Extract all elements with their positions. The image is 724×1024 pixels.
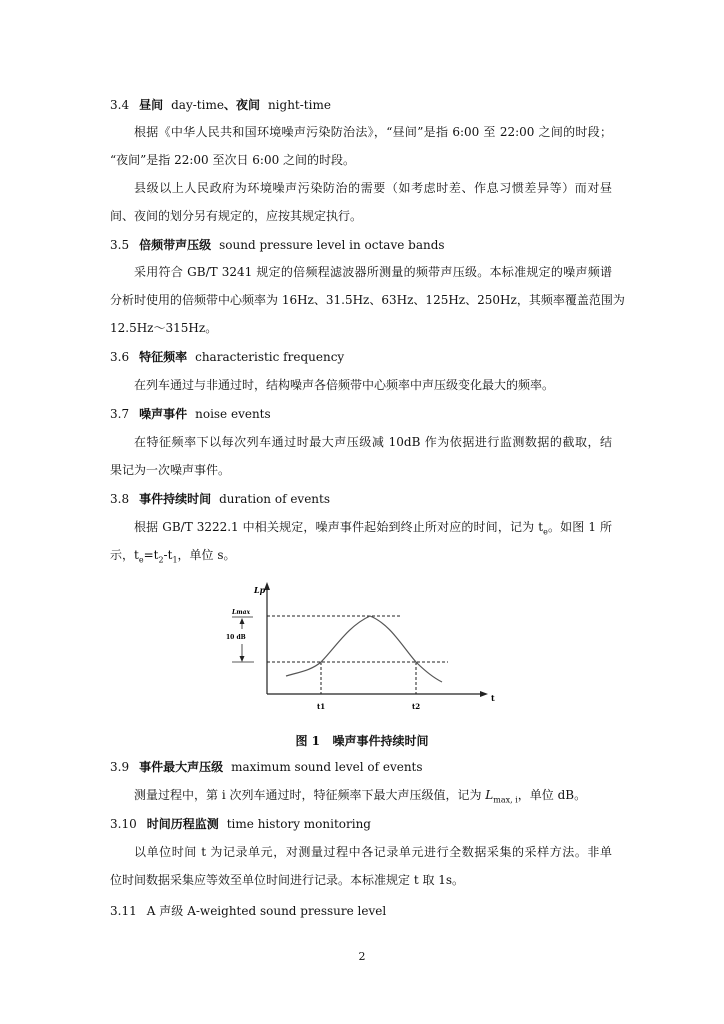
paragraph-line: 在特征频率下以每次列车通过时最大声压级减 10dB 作为依据进行监测数据的截取，结 — [134, 435, 612, 449]
dim-arrow-top — [240, 618, 245, 624]
paragraph-line: 位时间数据采集应等效至单位时间进行记录。本标准规定 t 取 1s。 — [110, 873, 465, 887]
term-en: maximum sound level of events — [231, 760, 423, 774]
section-number: 3.6 — [110, 350, 130, 364]
term-en: characteristic frequency — [195, 350, 345, 364]
page-number: 2 — [358, 950, 366, 963]
t1-label: t1 — [317, 702, 326, 711]
paragraph-3-7 — [110, 428, 612, 484]
paragraph-3-10 — [110, 838, 612, 894]
section-number: 3.9 — [110, 760, 130, 774]
section-heading-3-8 — [110, 490, 330, 507]
term-en: time history monitoring — [226, 817, 371, 831]
section-number: 3.7 — [110, 407, 130, 421]
term-en: A-weighted sound pressure level — [187, 904, 387, 918]
figure-number: 图 1 — [295, 734, 320, 748]
section-heading-3-4 — [110, 96, 331, 113]
figure-caption — [0, 732, 724, 749]
term-en: day-time — [171, 98, 224, 112]
term-cn: 事件最大声压级 — [139, 760, 224, 774]
text-run: 。如图 1 所 — [547, 520, 613, 534]
paragraph-line: 分析时使用的倍频带中心频率为 16Hz、31.5Hz、63Hz、125Hz、250Hz，其频率覆盖范围为 — [110, 293, 625, 307]
separator: 、 — [223, 98, 236, 112]
paragraph-3-9 — [110, 781, 612, 809]
paragraph-3-8 — [110, 513, 612, 569]
paragraph-line: 在列车通过与非通过时，结构噪声各倍频带中心频率中声压级变化最大的频率。 — [134, 378, 555, 392]
variable: L — [485, 788, 494, 802]
paragraph-line: 间、夜间的划分另有规定的，应按其规定执行。 — [110, 209, 363, 223]
paragraph-3-4-1 — [110, 118, 612, 174]
paragraph-line: 12.5Hz～315Hz。 — [110, 321, 218, 335]
subscript: 2 — [158, 555, 164, 565]
term-en: duration of events — [219, 492, 331, 506]
paragraph-line: 根据《中华人民共和国环境噪声污染防治法》，“昼间”是指 6:00 至 22:00 之间的时段； — [134, 125, 612, 139]
paragraph-line: 果记为一次噪声事件。 — [110, 463, 231, 477]
term-en-2: night-time — [267, 98, 331, 112]
paragraph-line — [110, 513, 612, 541]
term-cn: 昼间 — [139, 98, 164, 112]
paragraph-line — [110, 541, 612, 569]
term-cn: A 声级 — [146, 904, 184, 918]
paragraph-line — [110, 781, 612, 809]
y-axis-label: Lp — [254, 585, 266, 595]
term-cn: 噪声事件 — [139, 407, 188, 421]
paragraph-3-6 — [110, 371, 612, 399]
text-run: -t — [163, 548, 173, 562]
section-heading-3-11 — [110, 902, 386, 919]
term-cn: 事件持续时间 — [139, 492, 212, 506]
section-heading-3-5 — [110, 236, 445, 253]
x-axis-arrow — [480, 691, 488, 697]
section-number: 3.10 — [110, 817, 137, 831]
section-heading-3-10 — [110, 815, 371, 832]
subscript: 1 — [172, 555, 178, 565]
subscript: e — [138, 555, 144, 565]
subscript: e — [543, 527, 548, 537]
section-number: 3.8 — [110, 492, 130, 506]
dim-arrow-bottom — [240, 656, 245, 662]
paragraph-line: 县级以上人民政府为环境噪声污染防治的需要（如考虑时差、作息习惯差异等）而对昼 — [134, 181, 612, 195]
figure-title: 噪声事件持续时间 — [332, 734, 429, 748]
t-axis-label: t — [491, 693, 495, 703]
section-heading-3-9 — [110, 758, 423, 775]
text-run: ，单位 s。 — [177, 548, 236, 562]
term-cn: 特征频率 — [139, 350, 188, 364]
lmax-label: Lmax — [232, 609, 251, 616]
paragraph-3-4-2 — [110, 174, 612, 230]
paragraph-line: 以单位时间 t 为记录单元，对测量过程中各记录单元进行全数据采集的采样方法。非单 — [134, 845, 612, 859]
noise-curve — [286, 616, 442, 682]
term-cn: 倍频带声压级 — [139, 238, 212, 252]
section-number: 3.4 — [110, 98, 130, 112]
section-heading-3-7 — [110, 405, 271, 422]
figure-1-diagram — [220, 578, 510, 718]
section-heading-3-6 — [110, 348, 344, 365]
term-cn-2: 夜间 — [235, 98, 260, 112]
section-number: 3.5 — [110, 238, 130, 252]
text-run: 示，t — [110, 548, 139, 562]
section-number: 3.11 — [110, 904, 137, 918]
term-en: sound pressure level in octave bands — [219, 238, 445, 252]
term-en: noise events — [195, 407, 271, 421]
term-cn: 时间历程监测 — [146, 817, 219, 831]
text-run: 测量过程中，第 i 次列车通过时，特征频率下最大声压级值，记为 — [134, 788, 486, 802]
paragraph-line: 采用符合 GB/T 3241 规定的倍频程滤波器所测量的频带声压级。本标准规定的噪声频谱 — [134, 265, 612, 279]
paragraph-3-5 — [110, 258, 625, 342]
subscript: max, i — [493, 795, 518, 805]
text-run: ，单位 dB。 — [517, 788, 587, 802]
text-run: 根据 GB/T 3222.1 中相关规定，噪声事件起始到终止所对应的时间，记为 t — [134, 520, 544, 534]
db-label: 10 dB — [226, 634, 246, 641]
text-run: =t — [143, 548, 159, 562]
t2-label: t2 — [412, 702, 421, 711]
paragraph-line: “夜间”是指 22:00 至次日 6:00 之间的时段。 — [110, 153, 356, 167]
